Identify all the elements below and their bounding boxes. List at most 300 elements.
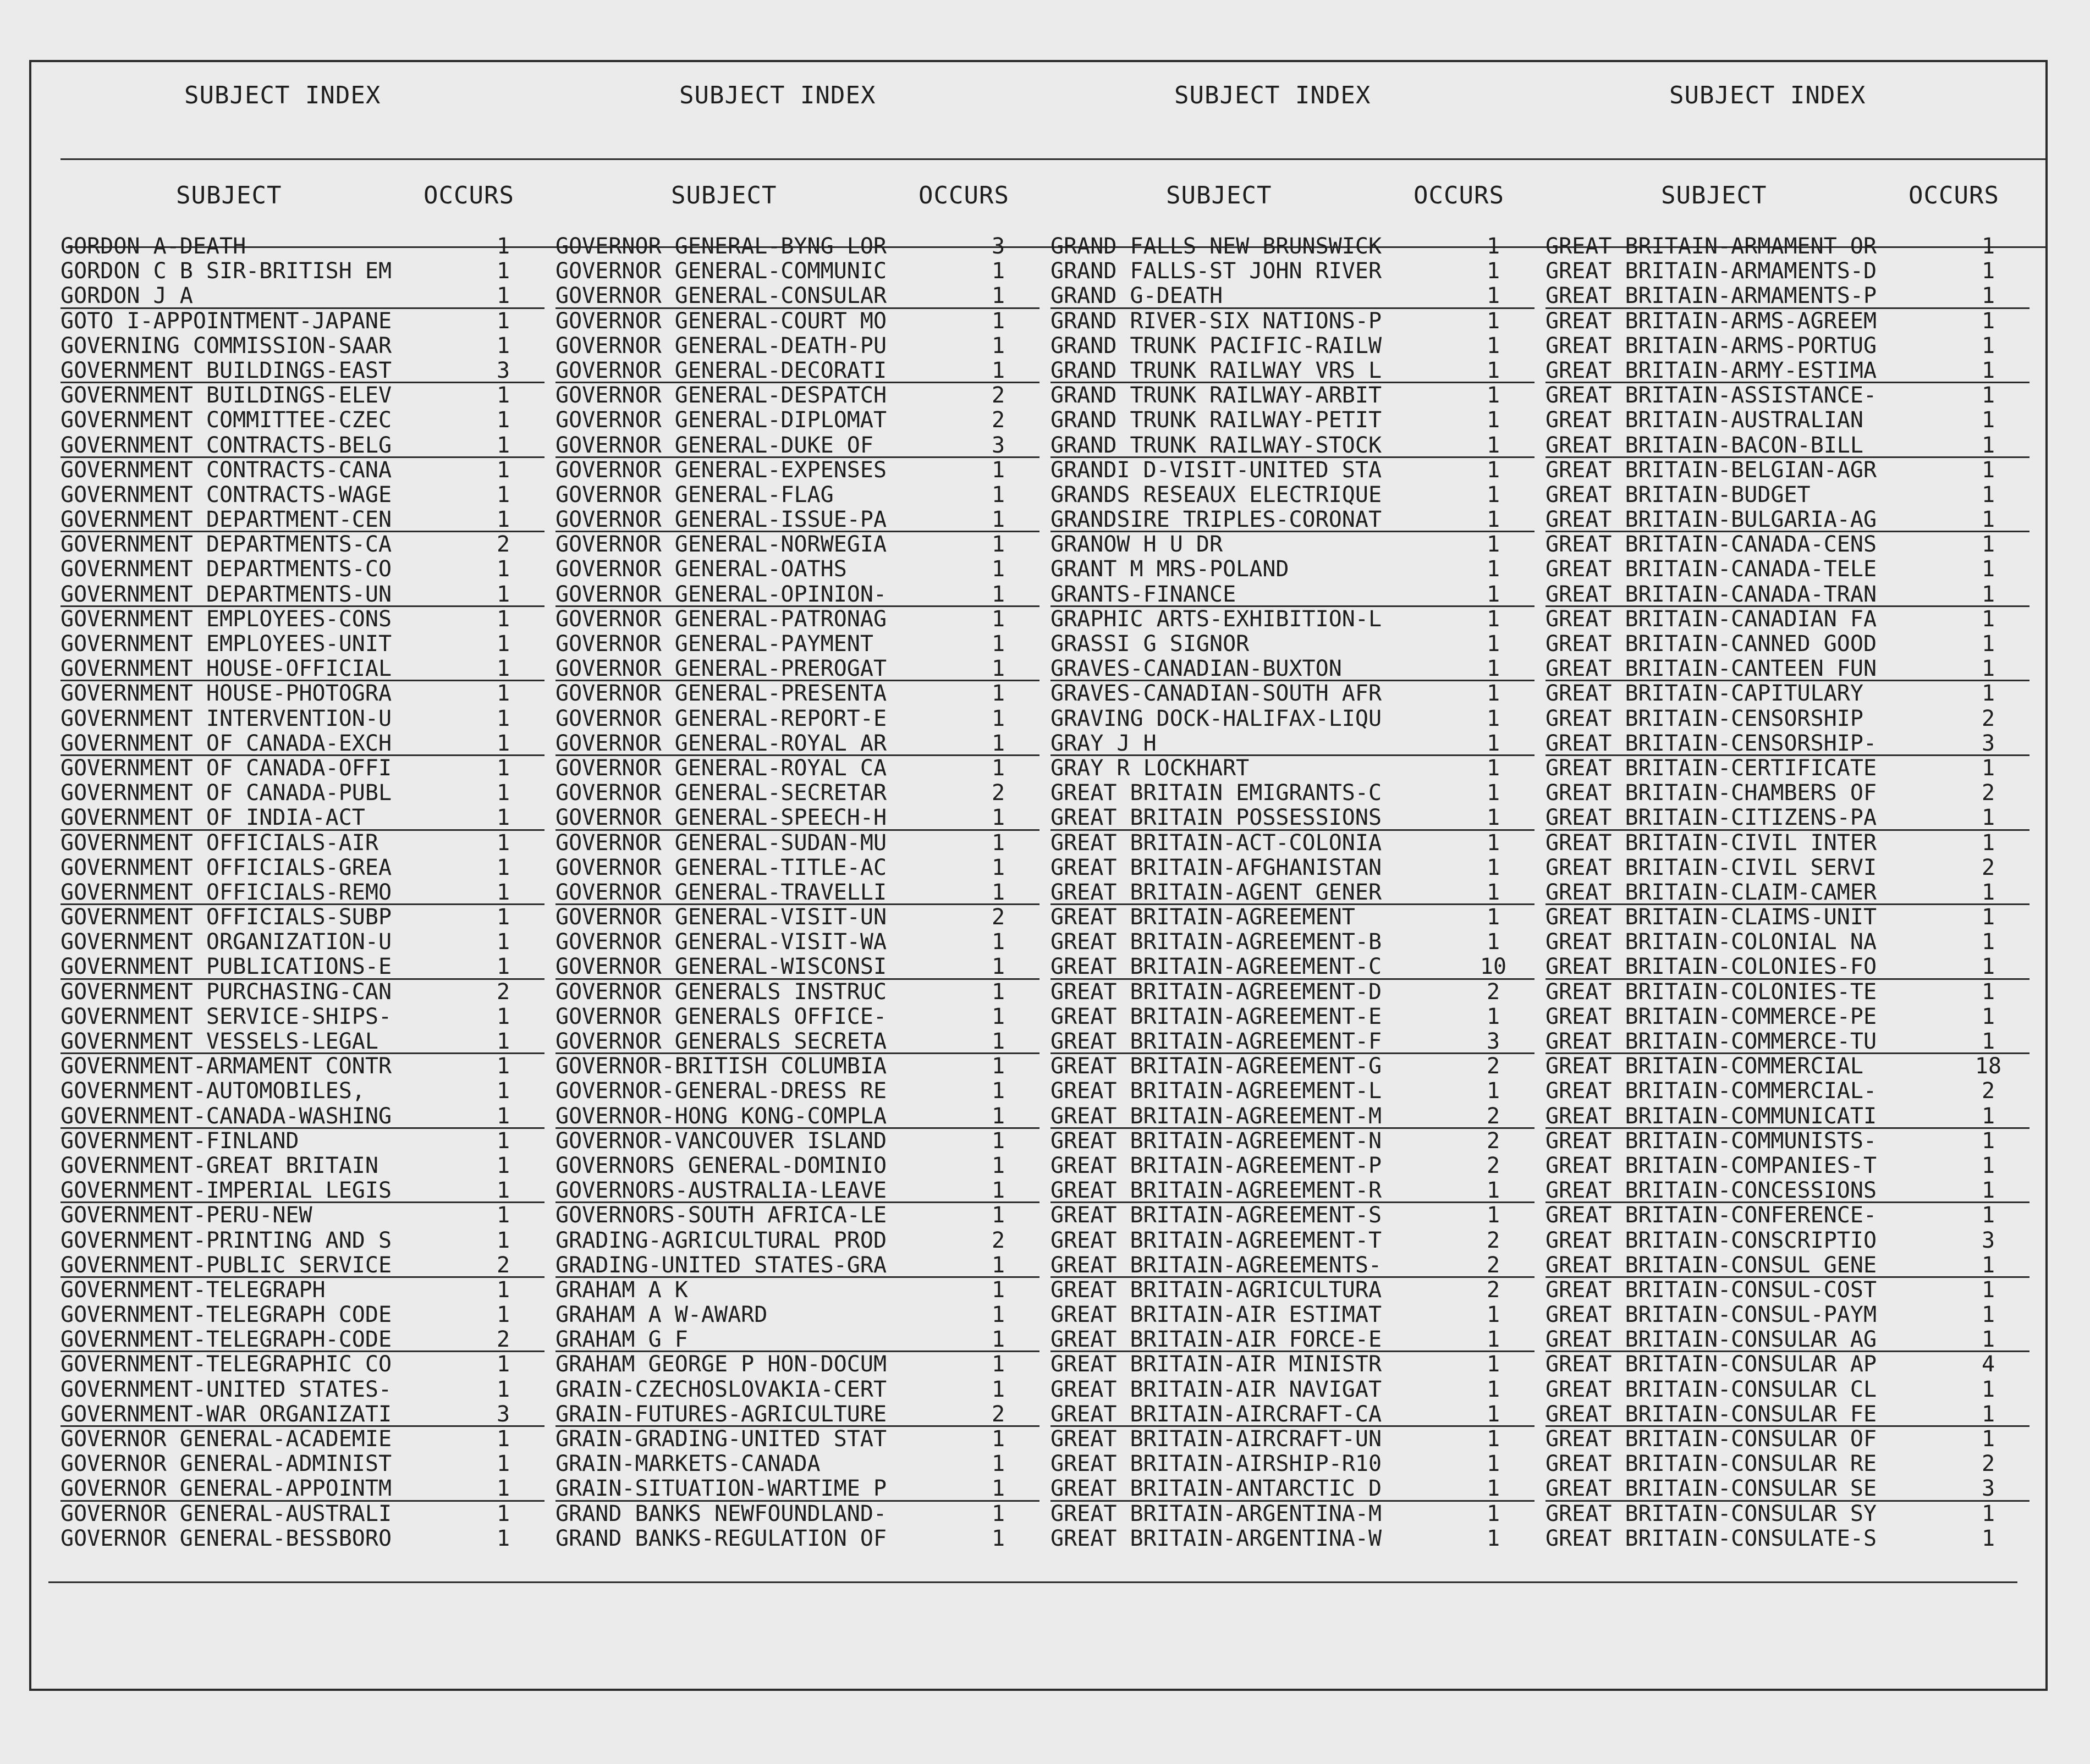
entry-row bbox=[1546, 1452, 2030, 1476]
entry-subject: GREAT BRITAIN-CONSULAR CL bbox=[1546, 1376, 1877, 1402]
entry-occurs: 1 bbox=[1486, 929, 1500, 955]
entry-occurs: 1 bbox=[1981, 979, 1995, 1005]
entry-occurs: 1 bbox=[991, 357, 1005, 383]
entry-occurs: 1 bbox=[1486, 1401, 1500, 1427]
entry-occurs: 1 bbox=[1981, 954, 1995, 980]
entry-subject: GRANTS-FINANCE bbox=[1050, 581, 1236, 607]
entry-row bbox=[556, 1178, 1040, 1203]
entry-subject: GRAND G-DEATH bbox=[1050, 283, 1223, 309]
entry-occurs: 1 bbox=[1981, 482, 1995, 508]
entry-subject: GRAVES-CANADIAN-BUXTON bbox=[1050, 656, 1342, 682]
entry-subject: GOVERNMENT-TELEGRAPH bbox=[61, 1277, 326, 1303]
entry-subject: GOVERNOR GENERAL-PREROGAT bbox=[556, 656, 887, 682]
entry-occurs: 1 bbox=[1486, 805, 1500, 831]
entry-subject: GRAIN-FUTURES-AGRICULTURE bbox=[556, 1401, 887, 1427]
entry-row bbox=[61, 309, 544, 334]
entry-occurs: 2 bbox=[1486, 1153, 1500, 1178]
entry-occurs: 1 bbox=[1486, 1327, 1500, 1353]
entry-subject: GREAT BRITAIN-ASSISTANCE- bbox=[1546, 383, 1877, 409]
entry-occurs: 1 bbox=[1486, 457, 1500, 483]
entry-occurs: 1 bbox=[991, 954, 1005, 980]
entry-subject: GOVERNMENT-PUBLIC SERVICE bbox=[61, 1252, 392, 1278]
entry-occurs: 1 bbox=[1981, 507, 1995, 533]
entry-row bbox=[1546, 433, 2030, 458]
entry-row bbox=[556, 508, 1040, 532]
entry-subject: GOVERNOR-VANCOUVER ISLAND bbox=[556, 1128, 887, 1154]
entry-row bbox=[1546, 1352, 2030, 1377]
entry-occurs: 1 bbox=[991, 1451, 1005, 1477]
entry-subject: GREAT BRITAIN-CIVIL SERVI bbox=[1546, 855, 1877, 880]
entry-subject: GREAT BRITAIN-AGREEMENT-F bbox=[1050, 1029, 1382, 1054]
entry-subject: GREAT BRITAIN-AIR NAVIGAT bbox=[1050, 1376, 1382, 1402]
occurs-column-header: OCCURS bbox=[919, 181, 1009, 210]
entry-subject: GREAT BRITAIN-COMMUNICATI bbox=[1546, 1103, 1877, 1129]
entry-row bbox=[1050, 359, 1535, 383]
entry-subject: GOVERNOR GENERAL-BESSBORO bbox=[61, 1525, 392, 1551]
entry-row bbox=[1546, 1203, 2030, 1228]
entry-row bbox=[61, 259, 544, 284]
entry-subject: GREAT BRITAIN-CENSORSHIP- bbox=[1546, 730, 1877, 756]
entry-occurs: 1 bbox=[496, 407, 510, 433]
entry-subject: GOVERNMENT OFFICIALS-REMO bbox=[61, 879, 392, 905]
entry-occurs: 1 bbox=[496, 954, 510, 980]
entry-row bbox=[1050, 1005, 1535, 1029]
entry-row bbox=[1050, 1278, 1535, 1303]
subject-index-title: SUBJECT INDEX bbox=[679, 81, 876, 109]
entry-occurs: 1 bbox=[496, 258, 510, 284]
entry-row bbox=[61, 508, 544, 532]
entry-occurs: 2 bbox=[1981, 1078, 1995, 1104]
entry-occurs: 1 bbox=[1981, 905, 1995, 930]
entry-subject: GRANDI D-VISIT-UNITED STA bbox=[1050, 457, 1382, 483]
entry-occurs: 1 bbox=[991, 1103, 1005, 1129]
subject-index-title: SUBJECT INDEX bbox=[184, 81, 381, 109]
entry-occurs: 1 bbox=[991, 283, 1005, 309]
entry-row bbox=[556, 1054, 1040, 1079]
entry-occurs: 1 bbox=[1981, 1277, 1995, 1303]
entry-occurs: 1 bbox=[1981, 407, 1995, 433]
entry-row bbox=[1050, 1303, 1535, 1327]
entry-subject: GOVERNOR GENERAL-SUDAN-MU bbox=[556, 830, 887, 856]
entry-subject: GREAT BRITAIN-COMMERCE-PE bbox=[1546, 1004, 1877, 1029]
entry-row bbox=[556, 1526, 1040, 1551]
entry-row bbox=[1050, 557, 1535, 582]
entry-row bbox=[61, 1253, 544, 1278]
entry-row bbox=[61, 980, 544, 1005]
entry-row bbox=[556, 458, 1040, 483]
entry-subject: GOVERNMENT-ARMAMENT CONTR bbox=[61, 1054, 392, 1079]
entry-row bbox=[1050, 582, 1535, 607]
entry-subject: GREAT BRITAIN POSSESSIONS bbox=[1050, 805, 1382, 831]
entry-subject: GREAT BRITAIN-CONFERENCE- bbox=[1546, 1203, 1877, 1228]
entry-subject: GREAT BRITAIN-CERTIFICATE bbox=[1546, 755, 1877, 781]
entry-subject: GOVERNMENT OF INDIA-ACT bbox=[61, 805, 365, 831]
entry-occurs: 1 bbox=[1486, 1451, 1500, 1477]
entry-row bbox=[1546, 607, 2030, 632]
entry-subject: GOVERNOR GENERAL-NORWEGIA bbox=[556, 532, 887, 558]
entry-occurs: 2 bbox=[496, 979, 510, 1005]
entry-row bbox=[61, 234, 544, 259]
entry-subject: GOVERNOR GENERAL-ISSUE-PA bbox=[556, 507, 887, 533]
entry-list bbox=[1546, 234, 2030, 1551]
entry-subject: GRAHAM A K bbox=[556, 1277, 688, 1303]
entry-occurs: 1 bbox=[991, 656, 1005, 682]
entry-occurs: 1 bbox=[1486, 606, 1500, 632]
entry-subject: GRASSI G SIGNOR bbox=[1050, 631, 1250, 657]
entry-subject: GRAHAM A W-AWARD bbox=[556, 1302, 768, 1328]
entry-row bbox=[556, 1402, 1040, 1427]
entry-row bbox=[1050, 731, 1535, 756]
entry-subject: GREAT BRITAIN-COLONIES-FO bbox=[1546, 954, 1877, 980]
entry-occurs: 1 bbox=[1486, 1078, 1500, 1104]
entry-occurs: 1 bbox=[991, 805, 1005, 831]
entry-row bbox=[1546, 1377, 2030, 1402]
entry-occurs: 1 bbox=[496, 1525, 510, 1551]
entry-occurs: 1 bbox=[1486, 532, 1500, 558]
entry-subject: GOVERNMENT SERVICE-SHIPS- bbox=[61, 1004, 392, 1029]
entry-subject: GRAND BANKS-REGULATION OF bbox=[556, 1525, 887, 1551]
entry-subject: GOVERNOR-GENERAL-DRESS RE bbox=[556, 1078, 887, 1104]
entry-row bbox=[1546, 980, 2030, 1005]
entry-subject: GRAHAM G F bbox=[556, 1327, 688, 1353]
entry-subject: GREAT BRITAIN-ARGENTINA-M bbox=[1050, 1501, 1382, 1526]
entry-row bbox=[1546, 284, 2030, 308]
entry-occurs: 1 bbox=[991, 1153, 1005, 1178]
entry-occurs: 1 bbox=[496, 507, 510, 533]
entry-occurs: 1 bbox=[1981, 234, 1995, 259]
entry-row bbox=[1546, 1303, 2030, 1327]
entry-subject: GOVERNOR GENERAL-OPINION- bbox=[556, 581, 887, 607]
entry-subject: GOVERNOR GENERAL-ROYAL AR bbox=[556, 730, 887, 756]
entry-row bbox=[1050, 433, 1535, 458]
entry-row bbox=[556, 359, 1040, 383]
entry-subject: GOVERNMENT BUILDINGS-EAST bbox=[61, 357, 392, 383]
entry-row bbox=[1050, 234, 1535, 259]
entry-subject: GOVERNOR GENERAL-DECORATI bbox=[556, 357, 887, 383]
entry-occurs: 1 bbox=[991, 606, 1005, 632]
entry-occurs: 1 bbox=[496, 308, 510, 334]
entry-subject: GREAT BRITAIN-CHAMBERS OF bbox=[1546, 780, 1877, 806]
entry-occurs: 1 bbox=[1981, 283, 1995, 309]
entry-occurs: 1 bbox=[496, 234, 510, 259]
entry-occurs: 1 bbox=[1981, 755, 1995, 781]
entry-occurs: 1 bbox=[1486, 333, 1500, 359]
entry-row bbox=[1546, 1079, 2030, 1104]
entry-occurs: 1 bbox=[1486, 507, 1500, 533]
entry-row bbox=[1546, 259, 2030, 284]
entry-occurs: 1 bbox=[1981, 581, 1995, 607]
entry-occurs: 1 bbox=[991, 979, 1005, 1005]
entry-occurs: 1 bbox=[1486, 1476, 1500, 1502]
entry-occurs: 1 bbox=[1981, 606, 1995, 632]
entry-subject: GOVERNOR GENERAL-VISIT-UN bbox=[556, 905, 887, 930]
entry-subject: GRANOW H U DR bbox=[1050, 532, 1223, 558]
entry-occurs: 1 bbox=[496, 1153, 510, 1178]
entry-subject: GRAHAM GEORGE P HON-DOCUM bbox=[556, 1352, 887, 1377]
entry-subject: GOVERNOR GENERAL-PAYMENT bbox=[556, 631, 873, 657]
entry-row bbox=[556, 806, 1040, 830]
entry-occurs: 1 bbox=[991, 457, 1005, 483]
entry-row bbox=[1050, 657, 1535, 681]
entry-row bbox=[1050, 905, 1535, 930]
entry-subject: GREAT BRITAIN-COMMERCIAL bbox=[1546, 1054, 1863, 1079]
entry-row bbox=[1050, 707, 1535, 731]
entry-occurs: 1 bbox=[496, 1203, 510, 1228]
entry-row bbox=[1050, 607, 1535, 632]
entry-subject: GOVERNMENT VESSELS-LEGAL bbox=[61, 1029, 378, 1054]
entry-occurs: 1 bbox=[1981, 631, 1995, 657]
entry-subject: GOVERNORS GENERAL-DOMINIO bbox=[556, 1153, 887, 1178]
entry-occurs: 1 bbox=[1981, 432, 1995, 458]
entry-occurs: 1 bbox=[1981, 333, 1995, 359]
entry-occurs: 1 bbox=[1981, 308, 1995, 334]
entry-occurs: 1 bbox=[991, 308, 1005, 334]
entry-subject: GRAND TRUNK RAILWAY VRS L bbox=[1050, 357, 1382, 383]
entry-subject: GREAT BRITAIN-CONSULATE-S bbox=[1546, 1525, 1877, 1551]
entry-occurs: 3 bbox=[991, 432, 1005, 458]
entry-occurs: 1 bbox=[1981, 1128, 1995, 1154]
entry-subject: GREAT BRITAIN-AGREEMENT-N bbox=[1050, 1128, 1382, 1154]
entry-subject: GOVERNMENT OFFICIALS-AIR bbox=[61, 830, 378, 856]
entry-subject: GREAT BRITAIN-CONSULAR RE bbox=[1546, 1451, 1877, 1477]
entry-row bbox=[61, 557, 544, 582]
entry-row bbox=[1050, 1452, 1535, 1476]
entry-subject: GORDON J A bbox=[61, 283, 193, 309]
entry-row bbox=[61, 1476, 544, 1501]
entry-occurs: 1 bbox=[991, 929, 1005, 955]
entry-subject: GREAT BRITAIN-AGREEMENT-G bbox=[1050, 1054, 1382, 1079]
entry-occurs: 1 bbox=[991, 1501, 1005, 1526]
entry-subject: GREAT BRITAIN-ARMAMENTS-P bbox=[1546, 283, 1877, 309]
entry-row bbox=[556, 383, 1040, 408]
entry-row bbox=[61, 458, 544, 483]
entry-row bbox=[61, 433, 544, 458]
entry-subject: GORDON A-DEATH bbox=[61, 234, 246, 259]
entry-occurs: 1 bbox=[496, 482, 510, 508]
entry-occurs: 1 bbox=[1486, 407, 1500, 433]
entry-occurs: 1 bbox=[991, 258, 1005, 284]
entry-subject: GOVERNING COMMISSION-SAAR bbox=[61, 333, 392, 359]
entry-occurs: 1 bbox=[1981, 1103, 1995, 1129]
entry-row bbox=[61, 1327, 544, 1352]
entry-subject: GREAT BRITAIN-AIR ESTIMAT bbox=[1050, 1302, 1382, 1328]
entry-occurs: 1 bbox=[1486, 1178, 1500, 1204]
entry-row bbox=[556, 1476, 1040, 1501]
entry-row bbox=[556, 1303, 1040, 1327]
entry-row bbox=[1546, 1104, 2030, 1129]
entry-subject: GOVERNOR GENERAL-BYNG LOR bbox=[556, 234, 887, 259]
entry-subject: GREAT BRITAIN-AGREEMENT-P bbox=[1050, 1153, 1382, 1178]
entry-occurs: 1 bbox=[496, 1178, 510, 1204]
subject-column-header: SUBJECT bbox=[671, 181, 777, 210]
entry-row bbox=[61, 657, 544, 681]
entry-row bbox=[1546, 856, 2030, 880]
entry-row bbox=[1546, 905, 2030, 930]
entry-row bbox=[1546, 1154, 2030, 1178]
entry-row bbox=[1546, 806, 2030, 830]
entry-row bbox=[556, 234, 1040, 259]
entry-subject: GOVERNOR GENERAL-ADMINIST bbox=[61, 1451, 392, 1477]
entry-subject: GOVERNOR GENERAL-DUKE OF bbox=[556, 432, 873, 458]
index-column bbox=[517, 0, 1028, 1764]
entry-row bbox=[61, 1303, 544, 1327]
entry-row bbox=[61, 1029, 544, 1054]
occurs-column-header: OCCURS bbox=[1909, 181, 1999, 210]
entry-row bbox=[61, 1054, 544, 1079]
entry-occurs: 1 bbox=[496, 333, 510, 359]
entry-row bbox=[1546, 1427, 2030, 1452]
entry-subject: GREAT BRITAIN-AGREEMENT-L bbox=[1050, 1078, 1382, 1104]
entry-subject: GREAT BRITAIN-CANADA-CENS bbox=[1546, 532, 1877, 558]
entry-row bbox=[61, 1178, 544, 1203]
entry-row bbox=[556, 707, 1040, 731]
entry-subject: GREAT BRITAIN-COLONIAL NA bbox=[1546, 929, 1877, 955]
entry-row bbox=[1546, 408, 2030, 433]
entry-occurs: 1 bbox=[991, 830, 1005, 856]
entry-subject: GREAT BRITAIN-AGREEMENT-C bbox=[1050, 954, 1382, 980]
entry-occurs: 1 bbox=[991, 879, 1005, 905]
entry-row bbox=[556, 607, 1040, 632]
entry-occurs: 2 bbox=[991, 780, 1005, 806]
entry-subject: GOVERNMENT INTERVENTION-U bbox=[61, 705, 392, 731]
entry-subject: GOVERNOR GENERAL-SPEECH-H bbox=[556, 805, 887, 831]
entry-row bbox=[556, 756, 1040, 781]
entry-row bbox=[61, 359, 544, 383]
entry-occurs: 2 bbox=[496, 1327, 510, 1353]
entry-row bbox=[61, 707, 544, 731]
entry-subject: GREAT BRITAIN-COMMERCIAL- bbox=[1546, 1078, 1877, 1104]
entry-row bbox=[61, 334, 544, 359]
entry-row bbox=[1546, 707, 2030, 731]
entry-occurs: 1 bbox=[1981, 258, 1995, 284]
entry-occurs: 1 bbox=[496, 730, 510, 756]
entry-occurs: 1 bbox=[1486, 1426, 1500, 1452]
entry-row bbox=[556, 284, 1040, 308]
subject-column-header: SUBJECT bbox=[1661, 181, 1767, 210]
entry-row bbox=[556, 632, 1040, 657]
entry-subject: GOVERNOR GENERAL-ACADEMIE bbox=[61, 1426, 392, 1452]
entry-subject: GREAT BRITAIN-AIRCRAFT-CA bbox=[1050, 1401, 1382, 1427]
entry-occurs: 1 bbox=[1981, 805, 1995, 831]
entry-occurs: 1 bbox=[496, 1277, 510, 1303]
entry-row bbox=[61, 284, 544, 308]
entry-subject: GOVERNOR GENERAL-PATRONAG bbox=[556, 606, 887, 632]
entry-occurs: 1 bbox=[991, 482, 1005, 508]
entry-occurs: 1 bbox=[1486, 855, 1500, 880]
entry-occurs: 1 bbox=[496, 581, 510, 607]
entry-subject: GREAT BRITAIN-COMPANIES-T bbox=[1546, 1153, 1877, 1178]
entry-occurs: 1 bbox=[1981, 383, 1995, 409]
entry-row bbox=[556, 557, 1040, 582]
entry-subject: GOVERNMENT EMPLOYEES-UNIT bbox=[61, 631, 392, 657]
entry-subject: GOVERNOR GENERAL-REPORT-E bbox=[556, 705, 887, 731]
entry-subject: GRAIN-SITUATION-WARTIME P bbox=[556, 1476, 887, 1502]
entry-occurs: 2 bbox=[1486, 1103, 1500, 1129]
entry-subject: GOVERNMENT-PERU-NEW bbox=[61, 1203, 312, 1228]
entry-row bbox=[61, 383, 544, 408]
entry-subject: GOVERNMENT-UNITED STATES- bbox=[61, 1376, 392, 1402]
entry-occurs: 1 bbox=[496, 631, 510, 657]
entry-occurs: 1 bbox=[496, 929, 510, 955]
entry-row bbox=[1050, 1427, 1535, 1452]
entry-occurs: 1 bbox=[1981, 556, 1995, 582]
entry-row bbox=[1546, 681, 2030, 706]
entry-subject: GOVERNMENT DEPARTMENTS-UN bbox=[61, 581, 392, 607]
entry-occurs: 18 bbox=[1975, 1054, 2002, 1079]
entry-occurs: 1 bbox=[496, 457, 510, 483]
entry-subject: GREAT BRITAIN-CANADA-TELE bbox=[1546, 556, 1877, 582]
entry-occurs: 1 bbox=[991, 1178, 1005, 1204]
entry-row bbox=[1546, 582, 2030, 607]
entry-row bbox=[1546, 1129, 2030, 1154]
entry-subject: GREAT BRITAIN-CONSULAR SE bbox=[1546, 1476, 1877, 1502]
entry-row bbox=[1546, 1253, 2030, 1278]
entry-occurs: 1 bbox=[1486, 830, 1500, 856]
entry-subject: GOVERNOR GENERAL-COURT MO bbox=[556, 308, 887, 334]
entry-row bbox=[556, 681, 1040, 706]
entry-occurs: 1 bbox=[1486, 656, 1500, 682]
entry-row bbox=[1050, 1104, 1535, 1129]
entry-subject: GREAT BRITAIN-CONSULAR AG bbox=[1546, 1327, 1877, 1353]
entry-occurs: 1 bbox=[1981, 1302, 1995, 1328]
entry-subject: GRAPHIC ARTS-EXHIBITION-L bbox=[1050, 606, 1382, 632]
entry-occurs: 1 bbox=[991, 1426, 1005, 1452]
entry-occurs: 1 bbox=[1981, 1004, 1995, 1029]
entry-row bbox=[61, 408, 544, 433]
entry-subject: GREAT BRITAIN-CLAIM-CAMER bbox=[1546, 879, 1877, 905]
entry-row bbox=[1546, 1278, 2030, 1303]
entry-occurs: 1 bbox=[1486, 432, 1500, 458]
entry-occurs: 1 bbox=[496, 879, 510, 905]
entry-occurs: 1 bbox=[1981, 1252, 1995, 1278]
entry-subject: GOVERNMENT CONTRACTS-CANA bbox=[61, 457, 392, 483]
entry-subject: GREAT BRITAIN-CANTEEN FUN bbox=[1546, 656, 1877, 682]
entry-subject: GRAVING DOCK-HALIFAX-LIQU bbox=[1050, 705, 1382, 731]
entry-row bbox=[1546, 532, 2030, 557]
entry-occurs: 2 bbox=[1486, 1277, 1500, 1303]
entry-subject: GOVERNMENT OFFICIALS-SUBP bbox=[61, 905, 392, 930]
entry-occurs: 1 bbox=[1981, 1525, 1995, 1551]
entry-occurs: 1 bbox=[991, 1302, 1005, 1328]
entry-subject: GOVERNOR GENERAL-VISIT-WA bbox=[556, 929, 887, 955]
entry-occurs: 1 bbox=[1486, 234, 1500, 259]
entry-occurs: 3 bbox=[1981, 1227, 1995, 1253]
entry-occurs: 1 bbox=[991, 1277, 1005, 1303]
entry-occurs: 1 bbox=[991, 631, 1005, 657]
index-column bbox=[1507, 0, 2019, 1764]
entry-subject: GRAY J H bbox=[1050, 730, 1157, 756]
entry-row bbox=[61, 955, 544, 979]
entry-row bbox=[61, 756, 544, 781]
entry-occurs: 1 bbox=[1486, 581, 1500, 607]
entry-subject: GOTO I-APPOINTMENT-JAPANE bbox=[61, 308, 392, 334]
entry-row bbox=[1546, 1402, 2030, 1427]
entry-subject: GOVERNOR GENERAL-WISCONSI bbox=[556, 954, 887, 980]
entry-occurs: 1 bbox=[496, 656, 510, 682]
entry-occurs: 1 bbox=[1981, 1401, 1995, 1427]
entry-occurs: 1 bbox=[991, 1327, 1005, 1353]
entry-row bbox=[1050, 408, 1535, 433]
entry-row bbox=[1050, 856, 1535, 880]
entry-occurs: 1 bbox=[1486, 308, 1500, 334]
entry-subject: GOVERNMENT HOUSE-OFFICIAL bbox=[61, 656, 392, 682]
entry-subject: GREAT BRITAIN-BULGARIA-AG bbox=[1546, 507, 1877, 533]
entry-row bbox=[1050, 1178, 1535, 1203]
entry-row bbox=[61, 1526, 544, 1551]
entry-row bbox=[556, 532, 1040, 557]
entry-subject: GOVERNOR GENERAL-APPOINTM bbox=[61, 1476, 392, 1502]
entry-subject: GREAT BRITAIN-AUSTRALIAN bbox=[1546, 407, 1863, 433]
